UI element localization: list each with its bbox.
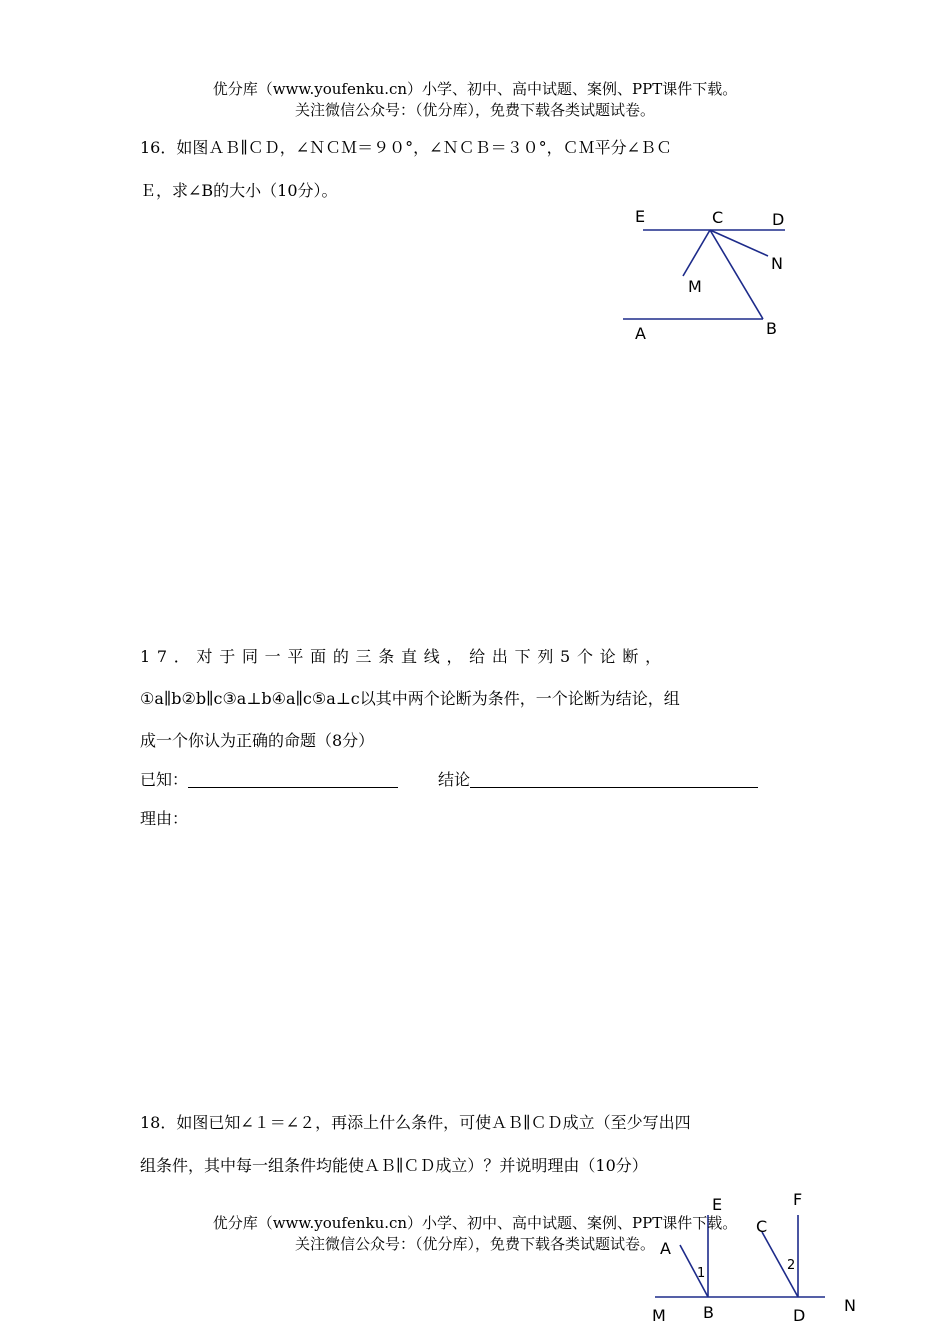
q17-line-1: 17．对于同一平面的三条直线，给出下列5个论断， <box>140 647 668 666</box>
conclusion-label: 结论 <box>438 770 471 789</box>
label-a: A <box>635 324 646 343</box>
q18-line-2: 组条件，其中每一组条件均能使ＡＢ∥ＣＤ成立）？并说明理由（10分） <box>140 1156 648 1175</box>
label-n: N <box>771 254 783 273</box>
label-e: E <box>635 207 646 226</box>
label-a: A <box>660 1239 671 1258</box>
line-cb <box>710 230 763 319</box>
q16-line-1: 16．如图ＡＢ∥ＣＤ，∠ＮＣＭ＝９０°，∠ＮＣＢ＝３０°，ＣＭ平分∠ＢＣ <box>140 138 672 157</box>
known-blank[interactable] <box>188 771 398 788</box>
q17-reason-label: 理由： <box>140 809 189 828</box>
label-d: D <box>772 210 785 229</box>
label-c: C <box>756 1217 768 1236</box>
label-e: E <box>712 1195 723 1214</box>
label-b: B <box>703 1303 714 1322</box>
line-cm <box>683 230 710 276</box>
line-cn <box>710 230 768 256</box>
q18-line-1: 18．如图已知∠１＝∠２，再添上什么条件，可使ＡＢ∥ＣＤ成立（至少写出四 <box>140 1113 691 1132</box>
q17-line-3: 成一个你认为正确的命题（8分） <box>140 731 375 750</box>
q16-figure <box>615 200 805 350</box>
footer-line-2: 关注微信公众号：（优分库），免费下载各类试题试卷。 <box>294 1235 655 1253</box>
q17-answer-row <box>140 767 758 790</box>
label-b: B <box>766 319 777 338</box>
label-m: M <box>652 1306 666 1325</box>
label-1: 1 <box>697 1266 706 1281</box>
header-line-1: 优分库（www.youfenku.cn）小学、初中、高中试题、案例、PPT课件下载。 <box>212 80 738 98</box>
known-label: 已知： <box>140 770 189 789</box>
label-2: 2 <box>787 1258 796 1273</box>
header-line-2: 关注微信公众号：（优分库），免费下载各类试题试卷。 <box>294 101 655 119</box>
label-c: C <box>712 208 724 227</box>
footer-line-1: 优分库（www.youfenku.cn）小学、初中、高中试题、案例、PPT课件下载。 <box>212 1214 738 1232</box>
q17-line-2: ①a∥b②b∥c③a⊥b④a∥c⑤a⊥c以其中两个论断为条件，一个论断为结论，组 <box>140 689 680 708</box>
conclusion-blank[interactable] <box>470 771 758 788</box>
q16-line-2: Ｅ，求∠B的大小（10分）。 <box>140 181 338 200</box>
label-d: D <box>793 1306 806 1325</box>
label-m: M <box>688 277 702 296</box>
label-f: F <box>793 1190 803 1209</box>
label-n: N <box>844 1296 856 1315</box>
q18-figure <box>640 1185 870 1340</box>
